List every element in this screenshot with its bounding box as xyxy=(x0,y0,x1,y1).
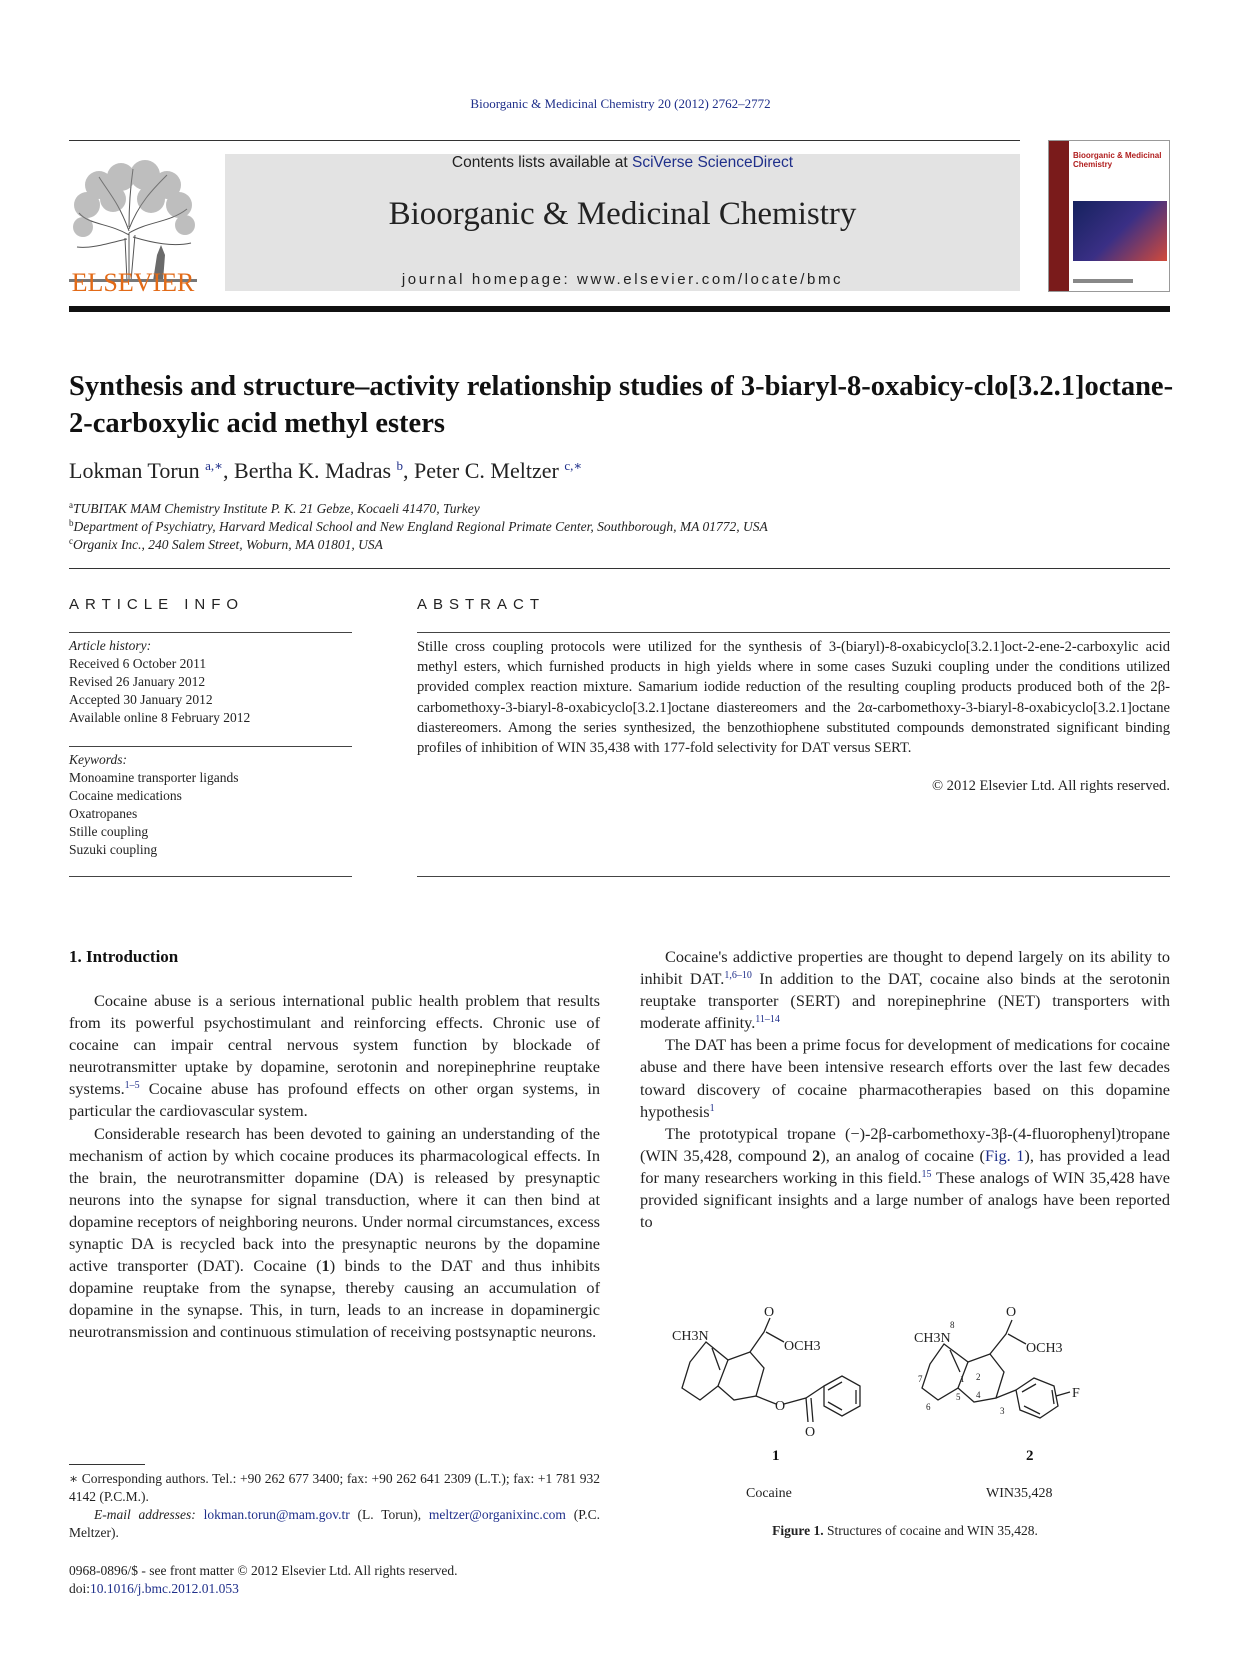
compound-1-number: 1 xyxy=(772,1448,780,1464)
affiliation-a: $^a$TUBITAK MAM Chemistry Institute P. K. 21 Gebze, Kocaeli 41470, Turkey xyxy=(69,500,480,516)
figure-1-structures xyxy=(660,1300,1130,1530)
cover-footer xyxy=(1073,279,1133,283)
article-title: Synthesis and structure–activity relationship studies of 3-biaryl-8-oxabicy-clo[3.2.1]octane-2-carboxylic acid methyl esters xyxy=(69,371,1174,439)
cover-title: Bioorganic & Medicinal Chemistry xyxy=(1073,151,1162,169)
compound-1-name: Cocaine xyxy=(746,1486,792,1501)
journal-citation[interactable]: Bioorganic & Medicinal Chemistry 20 (2012) 2762–2772 xyxy=(470,96,771,111)
article-info-bottom-rule xyxy=(69,876,352,877)
author-list: Lokman Torun $^{a,∗}$, Bertha K. Madras $^b$, Peter C. Meltzer $^{c,∗}$ xyxy=(69,458,583,483)
journal-homepage[interactable]: journal homepage: www.elsevier.com/locate/bmc xyxy=(401,271,844,288)
cover-spine xyxy=(1049,141,1069,291)
ring-position-3: 3 xyxy=(1000,1406,1005,1416)
figure-link[interactable]: Fig. 1 xyxy=(984,1145,1025,1165)
keywords xyxy=(69,751,352,859)
figure-1-caption: Figure 1. Structures of cocaine and WIN 35,428. xyxy=(772,1523,1038,1538)
cover-image xyxy=(1073,201,1167,261)
history-item: Revised 26 January 2012 xyxy=(69,674,206,689)
ring-position-7: 7 xyxy=(918,1374,923,1384)
author-name[interactable]: Bertha K. Madras xyxy=(234,458,392,483)
history-item: Available online 8 February 2012 xyxy=(69,710,251,725)
ring-position-5: 5 xyxy=(956,1392,961,1402)
header-thick-rule xyxy=(69,306,1170,312)
ring-position-8: 8 xyxy=(950,1320,955,1330)
intro-paragraph: Considerable research has been devoted to gaining an understanding of the mechanism of action by which cocaine produces its pharmacological effects. In the brain, the neurotransmitter dopamine (DA) is released by presynaptic neurons into the synapse for signal transduction, where it can then bind at dopamine receptors of neighboring neurons. Under normal circumstances, excess synaptic DA is recycled back into the presynaptic neurons by the dopamine active transporter (DAT). Cocaine (1) binds to the DAT and thus inhibits dopamine reuptake from the synapse, thereby causing an accumulation of dopamine in the synapse. This, in turn, leads to an increase in dopaminergic neurotransmission and continuous stimulation of receiving postsynaptic neurons. xyxy=(69,1123,600,1342)
header-rule xyxy=(69,140,1020,141)
doi-link[interactable]: 10.1016/j.bmc.2012.01.053 xyxy=(90,1581,239,1596)
intro-right-column xyxy=(640,946,1170,1233)
contents-line: Contents lists available at SciVerse ScienceDirect xyxy=(451,154,794,171)
cocaine-benzoyl-o: O xyxy=(805,1425,816,1440)
email-link-meltzer[interactable]: meltzer@organixinc.com xyxy=(428,1507,566,1522)
issn-line: 0968-0896/$ - see front matter © 2012 Elsevier Ltd. All rights reserved. xyxy=(69,1563,458,1578)
doi-line: doi:10.1016/j.bmc.2012.01.053 xyxy=(69,1581,239,1596)
keyword-item: Monoamine transporter ligands xyxy=(69,770,239,785)
compound-2-name: WIN35,428 xyxy=(986,1486,1053,1501)
ring-position-1: 1 xyxy=(960,1374,965,1384)
email-link-torun[interactable]: lokman.torun@mam.gov.tr xyxy=(203,1507,350,1522)
author-marks[interactable]: a,∗ xyxy=(205,458,224,473)
journal-cover-thumbnail[interactable] xyxy=(1048,140,1170,292)
intro-paragraph: Cocaine's addictive properties are thought to depend largely on its ability to inhibit DAT.$^{1,6-10}$ In addition to the DAT, cocaine also binds at the serotonin reuptake transporter (SERT) and norepinephrine (NET) transporters with moderate affinity.$^{11-14}$ xyxy=(640,947,1171,1033)
keyword-item: Cocaine medications xyxy=(69,788,182,803)
cocaine-carbonyl-o: O xyxy=(764,1305,775,1320)
citation-ref[interactable]: 1,6–10 xyxy=(724,970,752,982)
intro-paragraph: The prototypical tropane (−)-2β-carbomethoxy-3β-(4-fluorophenyl)tropane (WIN 35,428, compound 2), an analog of cocaine (Fig. 1), has provided a lead for many researchers working in this field.$^{15}$ These analogs of WIN 35,428 have provided significant insights and a large number of analogs have been reported to xyxy=(640,1123,1170,1232)
ring-position-2: 2 xyxy=(976,1372,981,1382)
history-item: Accepted 30 January 2012 xyxy=(69,692,213,707)
win-och3-label: OCH3 xyxy=(1026,1341,1063,1356)
email-addresses: E-mail addresses: lokman.torun@mam.gov.tr (L. Torun), meltzer@organixinc.com (P.C. Meltzer). xyxy=(69,1507,600,1540)
intro-paragraph: The DAT has been a prime focus for development of medications for cocaine abuse and there have been intensive research efforts over the last few decades toward discovery of cocaine pharmacotherapies based on this dopamine hypothesis$^1$ xyxy=(640,1035,1170,1121)
history-label: Article history: xyxy=(69,638,152,653)
author-marks[interactable]: b xyxy=(396,458,404,473)
abstract-bottom-rule xyxy=(417,876,1170,877)
citation-ref[interactable]: 1–5 xyxy=(124,1080,140,1092)
intro-paragraph: Cocaine abuse is a serious international public health problem that results from its powerful psychostimulant and reinforcing effects. Chronic use of cocaine can impair central nervous system function by blockade of neurotransmitter uptake by dopamine, serotonin and norepinephrine reuptake systems.$^{1-5}$ Cocaine abuse has profound effects on other organ systems, in particular the cardiovascular system. xyxy=(69,991,600,1121)
section-rule xyxy=(69,568,1170,569)
abstract-text: Stille cross coupling protocols were utilized for the synthesis of 3-(biaryl)-8-oxabicyclo[3.2.1]oct-2-ene-2-carboxylic acid methyl esters, which furnished products in high yields where in some cases Suzuki coupling under the conditions utilized provided complex reaction mixture. Samarium iodide reduction of the resulting coupling products produced both of the 2β-carbomethoxy-3-biaryl-8-oxabicyclo[3.2.1]octane diastereomers and the 2α-carbomethoxy-3-biaryl-8-oxabicyclo[3.2.1]octane diastereomers. Among the series synthesized, the benzothiophene substituted compounds demonstrated significant binding profiles of inhibition of WIN 35,438 with 177-fold selectivity for DAT versus SERT. xyxy=(417,639,1170,757)
cocaine-nch3-label: CH3N xyxy=(672,1329,709,1344)
win-fluorine-label: F xyxy=(1072,1386,1080,1401)
citation-ref[interactable]: 1 xyxy=(709,1102,715,1114)
cocaine-ester-o: O xyxy=(775,1399,786,1414)
win-nch3-label: CH3N xyxy=(914,1331,951,1346)
intro-left-column xyxy=(69,990,600,1344)
issn-doi-block xyxy=(69,1562,600,1598)
citation-ref[interactable]: 11–14 xyxy=(755,1014,780,1026)
article-info-rule xyxy=(69,632,352,633)
abstract-copyright: © 2012 Elsevier Ltd. All rights reserved. xyxy=(931,778,1170,794)
keywords-label: Keywords: xyxy=(69,752,127,767)
keyword-item: Oxatropanes xyxy=(69,806,138,821)
sciencedirect-link[interactable]: SciVerse ScienceDirect xyxy=(631,154,794,171)
affiliation-b: $^b$Department of Psychiatry, Harvard Medical School and New England Regional Primate Center, Southborough, MA 01772, USA xyxy=(69,518,768,534)
article-history xyxy=(69,637,352,727)
affiliation-c: $^c$Organix Inc., 240 Salem Street, Woburn, MA 01801, USA xyxy=(69,536,383,552)
citation-ref[interactable]: 15 xyxy=(921,1168,932,1180)
abstract-heading: ABSTRACT xyxy=(417,596,546,613)
history-item: Received 6 October 2011 xyxy=(69,656,207,671)
compound-2-number: 2 xyxy=(1026,1448,1034,1464)
article-info-heading: ARTICLE INFO xyxy=(69,596,245,613)
keywords-rule xyxy=(69,746,352,747)
corresponding-author-footnote xyxy=(69,1470,600,1542)
abstract-rule xyxy=(417,632,1170,633)
journal-title: Bioorganic & Medicinal Chemistry xyxy=(388,196,857,232)
author-name[interactable]: Lokman Torun xyxy=(69,458,200,483)
ring-position-6: 6 xyxy=(926,1402,931,1412)
ring-position-4: 4 xyxy=(976,1390,981,1400)
footnote-rule xyxy=(69,1464,145,1465)
author-marks[interactable]: c,∗ xyxy=(564,458,583,473)
win-carbonyl-o: O xyxy=(1006,1305,1017,1320)
elsevier-wordmark: ELSEVIER xyxy=(71,268,195,297)
author-name[interactable]: Peter C. Meltzer xyxy=(414,458,559,483)
introduction-heading: 1. Introduction xyxy=(69,947,179,966)
cocaine-och3-label: OCH3 xyxy=(784,1339,821,1354)
corresponding-authors: ∗ Corresponding authors. Tel.: +90 262 677 3400; fax: +90 262 641 2309 (L.T.); fax: +1 781 932 4142 (P.C.M.). xyxy=(69,1471,600,1504)
keyword-item: Stille coupling xyxy=(69,824,149,839)
keyword-item: Suzuki coupling xyxy=(69,842,158,857)
